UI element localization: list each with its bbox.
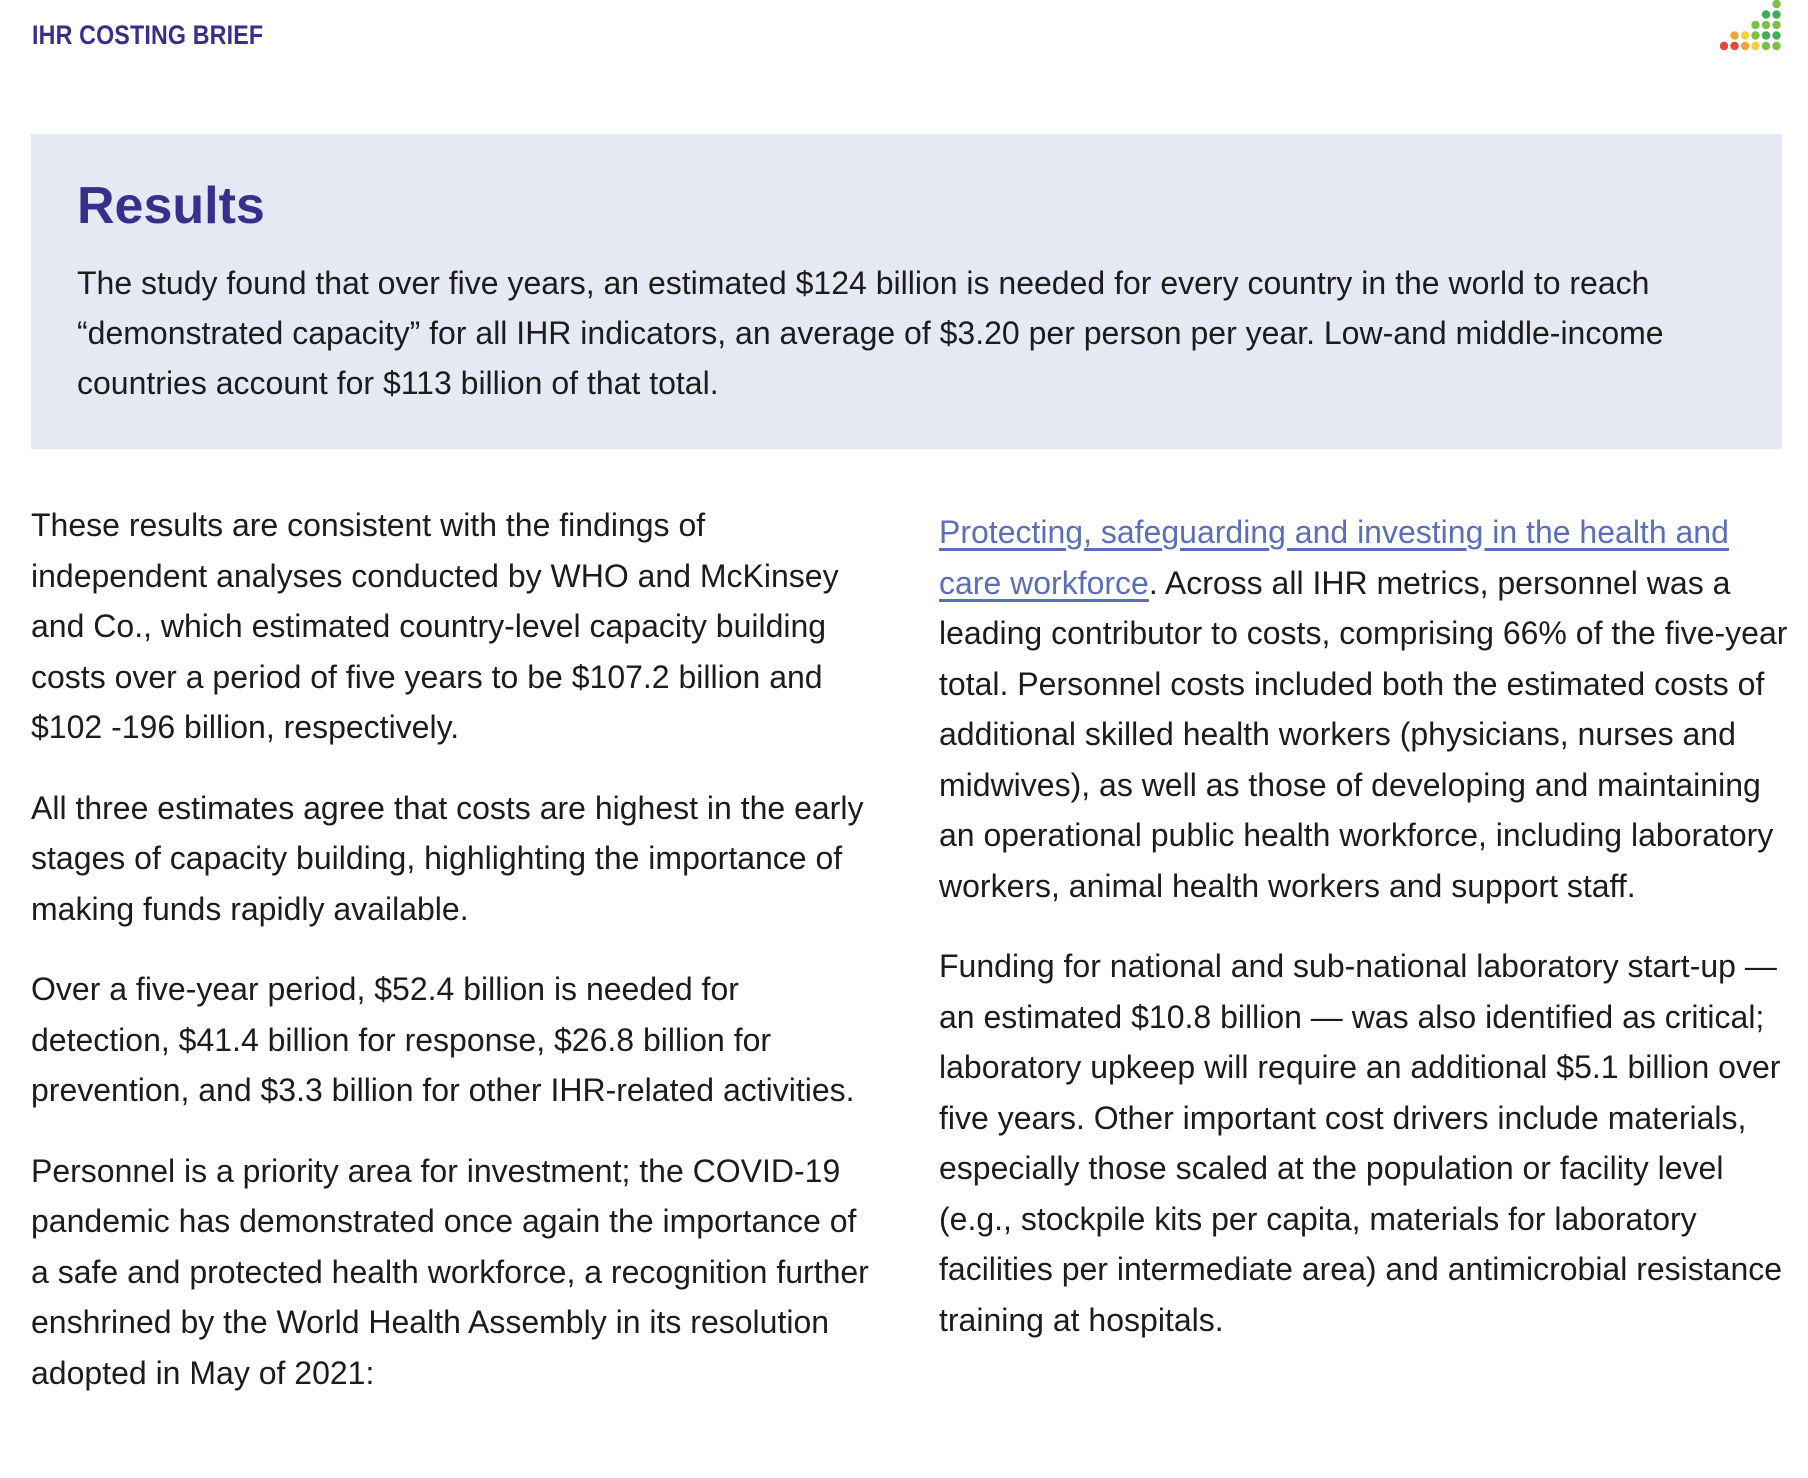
results-summary: The study found that over five years, an estimated $124 billion is needed for every country in the world to reach “demonstrated capacity” for all IHR indicators, an average of $3.20 per person per year. Low-and middle-income countries account for $113 billion of that total.	[77, 265, 1664, 401]
logo-dot	[1762, 42, 1770, 50]
logo-dot	[1772, 31, 1780, 39]
left-column	[31, 500, 871, 1428]
logo-dot	[1730, 31, 1738, 39]
logo-dot	[1751, 42, 1759, 50]
logo-dot	[1751, 31, 1759, 39]
paragraph-personnel-costs-text: . Across all IHR metrics, personnel was a leading contributor to costs, comprising 66% of the five-year total. Personnel costs included both the estimated costs of additional skilled health workers (physicians, nurses and midwives), as well as those of developing and maintaining an operational public health workforce, including laboratory workers, animal health workers and support staff.	[939, 564, 1788, 904]
logo-dot	[1741, 42, 1749, 50]
logo-dot	[1762, 10, 1770, 18]
right-column	[939, 507, 1789, 1375]
logo-dot	[1772, 21, 1780, 29]
brief-label: IHR COSTING BRIEF	[32, 20, 264, 50]
paragraph-personnel-costs	[939, 507, 1789, 911]
logo-dot	[1720, 42, 1728, 50]
results-title: Results	[77, 177, 265, 235]
logo-dot	[1772, 0, 1780, 8]
workforce-resolution-link[interactable]: Protecting, safeguarding and investing in the health and care workforce	[939, 514, 1729, 601]
logo-dot	[1741, 31, 1749, 39]
dot-grid-logo-icon	[1718, 0, 1790, 52]
paragraph-cost-breakdown: Over a five-year period, $52.4 billion is needed for detection, $41.4 billion for response, $26.8 billion for prevention, and $3.3 billion for other IHR-related activities.	[31, 971, 855, 1108]
logo-dot	[1751, 21, 1759, 29]
logo-dot	[1730, 42, 1738, 50]
logo-dot	[1772, 10, 1780, 18]
paragraph-early-costs: All three estimates agree that costs are highest in the early stages of capacity building, highlighting the importance of making funds rapidly available.	[31, 789, 864, 927]
logo-dot	[1762, 31, 1770, 39]
logo-dot	[1772, 42, 1780, 50]
paragraph-personnel-priority: Personnel is a priority area for investment; the COVID-19 pandemic has demonstrated once again the importance of a safe and protected health workforce, a recognition further enshrined by the World Health Assembly in its resolution adopted in May of 2021:	[31, 1152, 869, 1391]
results-callout	[31, 134, 1782, 449]
logo-dot	[1762, 21, 1770, 29]
paragraph-consistency: These results are consistent with the findings of independent analyses conducted by WHO and McKinsey and Co., which estimated country-level capacity building costs over a period of five years to be $107.2 billion and $102 -196 billion, respectively.	[31, 507, 839, 745]
paragraph-laboratory-funding: Funding for national and sub-national laboratory start-up — an estimated $10.8 billion — was also identified as critical; laboratory upkeep will require an additional $5.1 billion over five years. Other important cost drivers include materials, especially those scaled at the population or facility level (e.g., stockpile kits per capita, materials for laboratory facilities per intermediate area) and antimicrobial resistance training at hospitals.	[939, 948, 1783, 1338]
